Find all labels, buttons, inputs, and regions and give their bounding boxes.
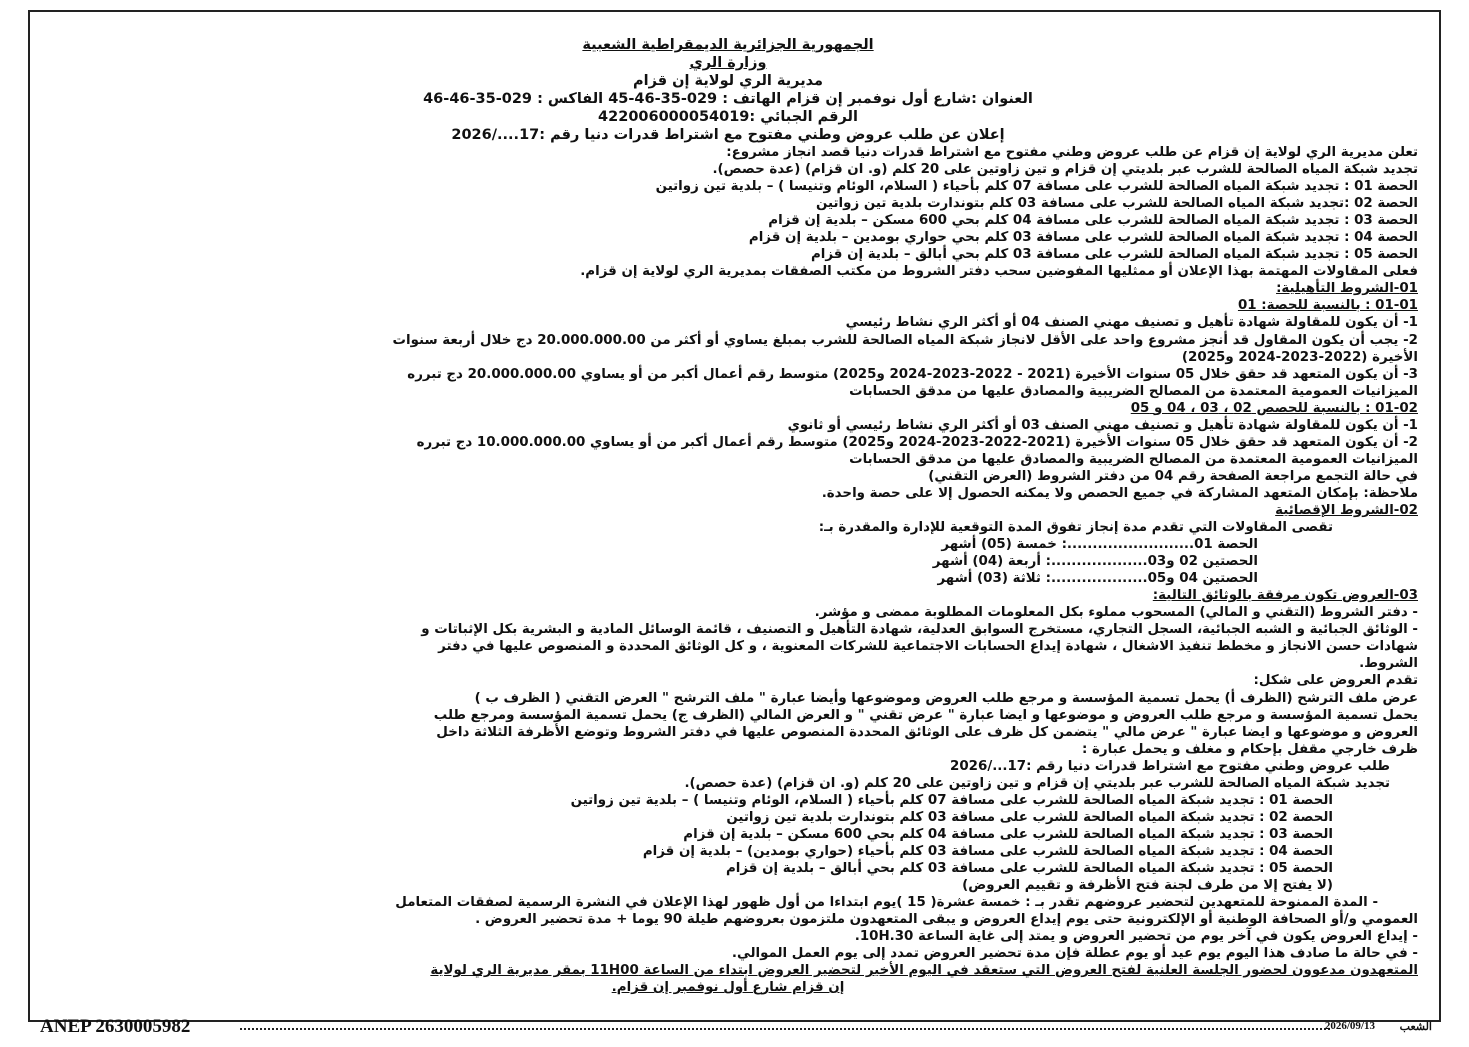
envelope-line: عرض ملف الترشح (الظرف أ) يحمل تسمية المؤسسة و مرجع طلب العروض وموضوعها وأيضا عبارة " ملف الترشح " العرض التقني ( الظرف ب )	[474, 690, 1418, 706]
document-line: الشروط.	[1359, 656, 1418, 672]
lot-line: الحصة 02 :تجديد شبكة المياه الصالحة للشرب على مسافة 03 كلم بتوندارت بلدية تين زواتين	[816, 196, 1418, 212]
ministry-title: وزارة الري	[689, 55, 767, 71]
condition-line: 2- يجب أن يكون المقاول قد أنجز مشروع واحد على الأقل لانجاز شبكة المياه الصالحة للشرب بمبلغ يساوي أو أكثر من 20.000.000.00 دج خلال أربعة سنوات	[392, 332, 1418, 348]
envelope-line: ظرف خارجي مقفل بإحكام و مغلف و يحمل عبارة :	[1081, 741, 1418, 757]
envelope-lot: الحصة 01 : تجديد شبكة المياه الصالحة للشرب على مسافة 07 كلم بأحياء ( السلام، الوئام وتنيسا ) – بلدية تين زواتين	[570, 792, 1333, 808]
remark-line: ملاحظة: بإمكان المتعهد المشاركة في جميع الحصص ولا يمكنه الحصول إلا على حصة واحدة.	[821, 485, 1418, 501]
deadline-line: العمومي و/أو الصحافة الوطنية أو الإلكترونية حتى يوم إيداع العروض و يبقى المتعهدون ملتزمون بعروضهم طيلة 90 يوما + مدة تحضير العروض .	[475, 912, 1418, 928]
lot-line: الحصة 03 : تجديد شبكة المياه الصالحة للشرب على مسافة 04 كلم بحي 600 مسكن – بلدية إن قزام	[768, 213, 1418, 229]
document-line: - دفتر الشروط (التقني و المالي) المسحوب مملوء بكل المعلومات المطلوبة ممضى و مؤشر.	[814, 605, 1418, 621]
directorate-title: مديرية الري لولاية إن قزام	[632, 73, 823, 89]
section-heading: 02-الشروط الإقصائية	[1275, 502, 1418, 518]
condition-line: 3- أن يكون المتعهد قد حقق خلال 05 سنوات الأخيرة (2021 - 2022-2023-2024 و2025) متوسط رقم أعمال أكبر من أو يساوي 20.000.000.00 دج تبرره	[407, 366, 1418, 382]
envelope-lot: الحصة 05 : تجديد شبكة المياه الصالحة للشرب على مسافة 03 كلم بحي أبالق – بلدية إن قزام	[725, 860, 1333, 876]
lot-line: الحصة 01 : تجديد شبكة المياه الصالحة للشرب على مسافة 07 كلم بأحياء ( السلام، الوئام وتنيسا ) – بلدية تين زواتين	[655, 179, 1418, 195]
subsection-heading: 01-02 : بالنسبة للحصص 02 ، 03 ، 04 و 05	[1130, 400, 1418, 416]
exclusion-line: تقصى المقاولات التي تقدم مدة إنجاز تفوق المدة التوقعية للإدارة والمقدرة بـ:	[818, 520, 1333, 536]
condition-line: 2- أن يكون المتعهد قد حقق خلال 05 سنوات الأخيرة (2021-2022-2023-2024 و2025) متوسط رقم أعمال أكبر من أو يساوي 10.000.000.00 دج تبرره	[416, 434, 1418, 450]
dotted-divider	[240, 1028, 1330, 1030]
envelope-line: يحمل تسمية المؤسسة و مرجع طلب العروض و موضوعها و ايضا عبارة " عرض تقني " و العرض المالي (الظرف ج) يحمل تسمية المؤسسة ومرجع طلب	[433, 707, 1418, 723]
document-line: - الوثائق الجبائية و الشبه الجبائية، السجل التجاري، مستخرج السوابق العدلية، شهادة التأهيل و التصنيف ، قائمة الوسائل المادية و البشرية بكل الإثباتات و	[421, 622, 1418, 638]
condition-line: الميزانيات العمومية المعتمدة من المصالح الضريبية والمصادق عليها من مدقق الحسابات	[849, 383, 1418, 399]
condition-line: 1- أن يكون للمقاولة شهادة تأهيل و تصنيف مهني الصنف 04 أو أكثر الري نشاط رئيسي	[845, 315, 1418, 331]
project-line: تجديد شبكة المياه الصالحة للشرب عبر بلديتي إن قزام و تين زاوتين على 20 كلم (و. ان قزام) (عدة حصص).	[712, 162, 1418, 178]
newspaper-name: الشعب	[1399, 1021, 1432, 1033]
duration-line: الحصتين 04 و05...................: ثلاثة (03) أشهر	[937, 571, 1258, 587]
lot-line: الحصة 04 : تجديد شبكة المياه الصالحة للشرب على مسافة 03 كلم بحي حواري بومدين – بلدية إن قزام	[748, 230, 1418, 246]
condition-line: الأخيرة (2022-2023-2024 و2025)	[1181, 349, 1418, 365]
contact-address: العنوان :شارع أول نوفمبر إن قزام الهاتف : 029-35-46-45 الفاكس : 029-35-46-46	[423, 91, 1033, 107]
document-line: شهادات حسن الانجاز و مخطط تنفيذ الاشغال ، شهادة إيداع الحسابات الاجتماعية للشركات المعنوية ، و كل الوثائق المحددة و المنصوص عليها في دفتر	[438, 639, 1418, 655]
envelope-note: (لا يفتح إلا من طرف لجنة فتح الأظرفة و تقييم العروض)	[962, 878, 1333, 894]
subsection-heading: 01-01 : بالنسبة للحصة: 01	[1237, 298, 1418, 314]
invitation-line: إن قزام شارع أول نوفمبر إن قزام.	[611, 980, 845, 996]
anep-reference: ANEP 2630005982	[40, 1016, 191, 1037]
deadline-line: - في حالة ما صادف هذا اليوم يوم عيد أو يوم عطلة فإن مدة تحضير العروض تمدد إلى يوم العمل الموالي.	[731, 946, 1418, 962]
publication-date: 2026/09/13	[1324, 1020, 1375, 1032]
envelope-title: طلب عروض وطني مفتوح مع اشتراط قدرات دنيا رقم :17.../2026	[950, 758, 1390, 774]
envelope-line: العروض و موضوعها و ايضا عبارة " عرض مالي " يتضمن كل ظرف على الوثائق المحددة المنصوص عليها في دفتر الشروط وتوضع الأظرفة الثلاثة داخل	[436, 724, 1418, 740]
page-footer	[30, 1016, 1440, 1042]
duration-line: الحصة 01.........................: خمسة (05) أشهر	[941, 537, 1258, 553]
intro-line: تعلن مديرية الري لولاية إن قزام عن طلب عروض وطني مفتوح مع اشتراط قدرات دنيا قصد انجاز مشروع:	[726, 145, 1418, 160]
envelope-lot: الحصة 02 : تجديد شبكة المياه الصالحة للشرب على مسافة 03 كلم بتوندارت بلدية تين زواتين	[726, 809, 1333, 825]
tender-notice	[38, 36, 1418, 1016]
submission-heading: تقدم العروض على شكل:	[1253, 673, 1418, 689]
envelope-lot: الحصة 03 : تجديد شبكة المياه الصالحة للشرب على مسافة 04 كلم بحي 600 مسكن – بلدية إن قزام	[683, 826, 1333, 842]
invitation-line: المتعهدون مدعوون لحضور الجلسة العلنية لفتح العروض التي ستعقد في اليوم الأخير لتحضير العروض ابتداء من الساعة 11H00 بمقر مديرية الري لولاية	[430, 963, 1418, 979]
envelope-project: تجديد شبكة المياه الصالحة للشرب عبر بلديتي إن قزام و تين زاوتين على 20 كلم (و. ان قزام) (عدة حصص).	[684, 775, 1390, 791]
envelope-lot: الحصة 04 : تجديد شبكة المياه الصالحة للشرب على مسافة 03 كلم بأحياء (حواري بومدين) – بلدية إن قزام	[642, 843, 1333, 859]
notice-title: إعلان عن طلب عروض وطني مفتوح مع اشتراط قدرات دنيا رقم :17..../2026	[451, 127, 1005, 143]
deadline-line: - إيداع العروض يكون في آخر يوم من تحضير العروض و يمتد إلى غاية الساعة 10H.30.	[854, 929, 1418, 945]
republic-title: الجمهورية الجزائرية الديمقراطية الشعبية	[582, 37, 874, 53]
withdrawal-line: فعلى المقاولات المهتمة بهذا الإعلان أو ممثليها المفوضين سحب دفتر الشروط من مكتب الصفقات بمديرية الري لولاية إن قزام.	[580, 264, 1418, 280]
grouping-note: في حالة التجمع مراجعة الصفحة رقم 04 من دفتر الشروط (العرض التقني)	[928, 468, 1418, 484]
deadline-line: - المدة الممنوحة للمتعهدين لتحضير عروضهم تقدر بـ : خمسة عشرة( 15 )يوم ابتداءا من أول ظهور لهذا الإعلان في النشرة الرسمية لصفقات المتعامل	[395, 895, 1378, 911]
tax-number: الرقم الجبائي :422006000054019	[598, 109, 858, 125]
condition-line: 1- أن يكون للمقاولة شهادة تأهيل و تصنيف مهني الصنف 03 أو أكثر الري نشاط رئيسي أو ثانوي	[787, 417, 1418, 433]
section-heading: 01-الشروط التأهيلية:	[1276, 281, 1418, 297]
condition-line: الميزانيات العمومية المعتمدة من المصالح الضريبية والمصادق عليها من مدقق الحسابات	[849, 451, 1418, 467]
duration-line: الحصتين 02 و03...................: أربعة (04) أشهر	[932, 554, 1258, 570]
section-heading: 03-العروض تكون مرفقة بالوثائق التالية:	[1152, 588, 1418, 604]
lot-line: الحصة 05 : تجديد شبكة المياه الصالحة للشرب على مسافة 03 كلم بحي أبالق – بلدية إن قزام	[810, 247, 1418, 263]
